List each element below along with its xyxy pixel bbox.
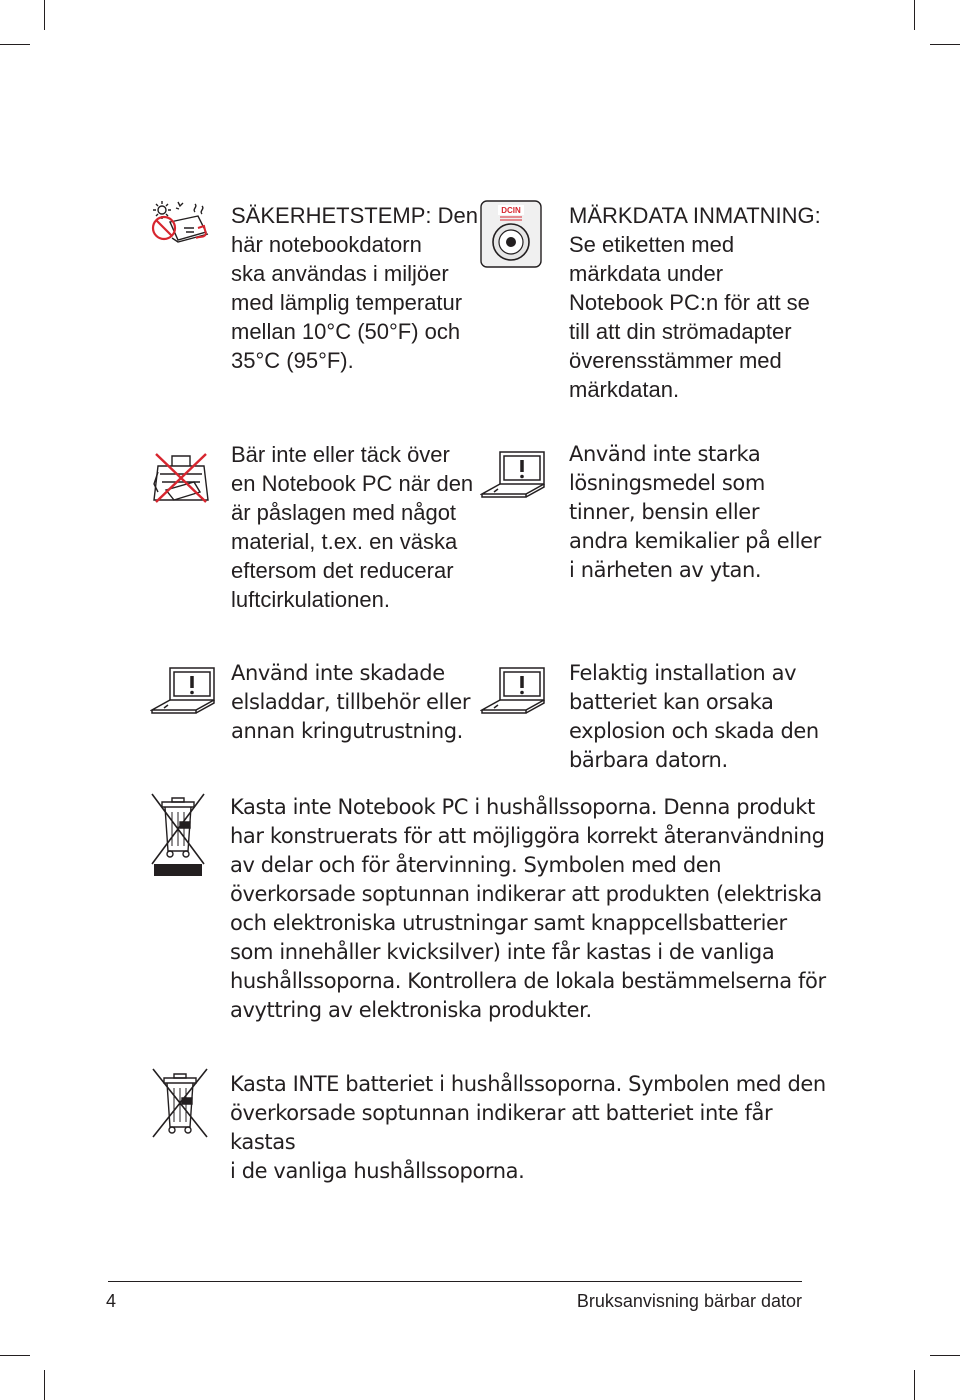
crop-mark	[930, 44, 960, 45]
footer-title: Bruksanvisning bärbar dator	[576, 1291, 802, 1311]
crop-mark	[44, 1370, 45, 1400]
laptop-caution-icon	[480, 450, 546, 500]
product-disposal-text: Kasta inte Notebook PC i hushållssoporna. Denna produkt har konstruerats för att möjliggöra korrekt återanvändning av delar och för återvinning. Symbolen med den överkorsade soptunnan indikerar att produkten (elektriska och elektroniska utrustningar samt knappcellsbatterier som innehåller kvicksilver) inte får kastas i de vanliga hushållssoporna. Kontrollera de lokala bestämmelserna för avyttring av elektroniska produkter.	[230, 795, 826, 1022]
battery-install-warning-text: Felaktig installation av batteriet kan orsaka explosion och skada den bärbara datorn.	[569, 661, 819, 772]
footer-divider	[108, 1281, 802, 1282]
cover-warning-text: Bär inte eller täck över en Notebook PC när den är påslagen med något material, t.ex. en väska eftersom det reducerar luftcirkulationen.	[231, 442, 474, 612]
crop-mark	[914, 0, 915, 30]
laptop-caution-icon	[150, 666, 216, 716]
battery-disposal-text: Kasta INTE batteriet i hushållssoporna. Symbolen med den överkorsade soptunnan indikerar att batteriet inte får kastas i de vanliga hushållssoporna.	[230, 1072, 826, 1183]
crossed-out-bin-icon	[150, 792, 206, 878]
temperature-warning-icon	[150, 198, 212, 250]
rating-text: MÄRKDATA INMATNING: Se etiketten med märkdata under Notebook PC:n för att se till att din strömadapter överensstämmer med märkdatan.	[569, 203, 821, 402]
solvents-warning-text: Använd inte starka lösningsmedel som tinner, bensin eller andra kemikalier på eller i närheten av ytan.	[569, 442, 821, 582]
laptop-caution-icon	[480, 666, 546, 716]
dcin-power-icon	[480, 200, 542, 270]
cords-warning-text: Använd inte skadade elsladdar, tillbehör eller annan kringutrustning.	[231, 661, 471, 743]
crop-mark	[0, 1355, 30, 1356]
crossed-out-bin-icon	[150, 1066, 210, 1140]
crop-mark	[930, 1355, 960, 1356]
page-number: 4	[106, 1291, 117, 1311]
dcin-label: DCIN	[501, 206, 521, 215]
crop-mark	[44, 0, 45, 30]
temperature-warning-text: SÄKERHETSTEMP: Den här notebookdatorn ska användas i miljöer med lämplig temperatur mellan 10°C (50°F) och 35°C (95°F).	[231, 203, 478, 373]
no-bag-cover-icon	[150, 448, 212, 506]
crop-mark	[0, 44, 30, 45]
crop-mark	[914, 1370, 915, 1400]
